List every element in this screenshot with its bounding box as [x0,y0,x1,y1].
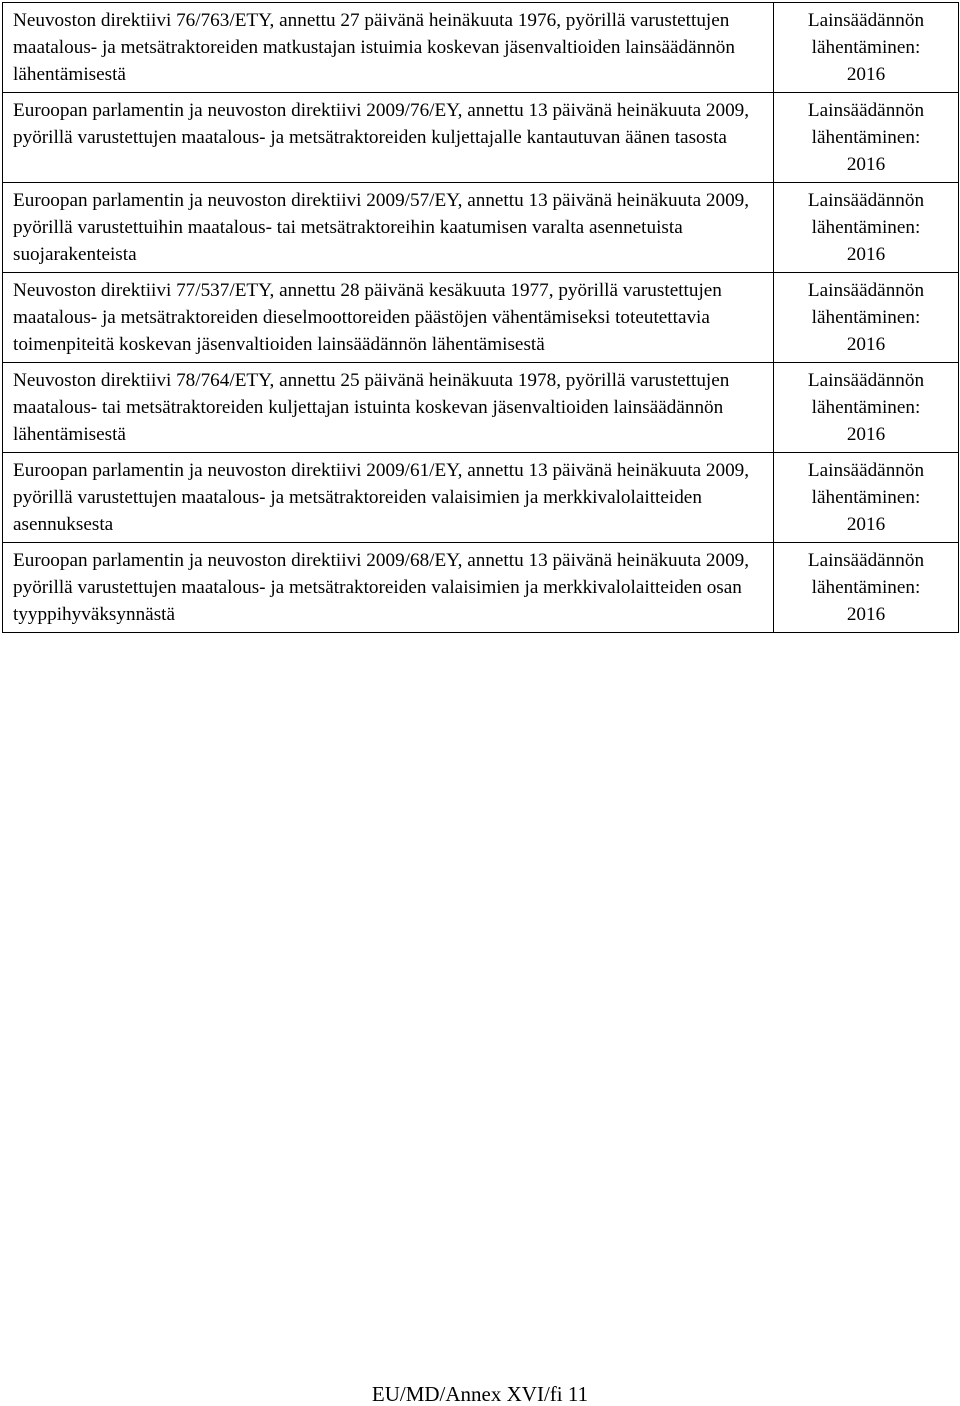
directive-description: Euroopan parlamentin ja neuvoston direktiivi 2009/57/EY, annettu 13 päivänä heinäkuuta 2009, pyörillä varustettuihin maatalous- tai metsätraktoreihin kaatumisen varalta asennetuista suojarakenteista [3,183,774,273]
status-year: 2016 [846,244,886,265]
directives-table [2,2,959,633]
status-year: 2016 [846,424,886,445]
status-year: 2016 [846,514,886,535]
table-row [3,3,959,93]
status-line: Lainsäädännön [807,460,925,481]
directive-status [774,543,959,633]
table-row [3,93,959,183]
directive-description: Neuvoston direktiivi 76/763/ETY, annettu 27 päivänä heinäkuuta 1976, pyörillä varustettujen maatalous- ja metsätraktoreiden matkustajan istuimia koskevan jäsenvaltioiden lainsäädännön lähentämisestä [3,3,774,93]
directive-status [774,3,959,93]
table-row [3,453,959,543]
status-line: lähentäminen: [811,37,921,58]
directive-description: Euroopan parlamentin ja neuvoston direktiivi 2009/76/EY, annettu 13 päivänä heinäkuuta 2009, pyörillä varustettujen maatalous- ja metsätraktoreiden kuljettajalle kantautuvan äänen tasosta [3,93,774,183]
table-row [3,183,959,273]
status-line: Lainsäädännön [807,550,925,571]
status-line: Lainsäädännön [807,370,925,391]
status-line: lähentäminen: [811,397,921,418]
status-line: Lainsäädännön [807,100,925,121]
table-row [3,363,959,453]
status-year: 2016 [846,64,886,85]
status-year: 2016 [846,154,886,175]
directive-status [774,183,959,273]
status-line: lähentäminen: [811,487,921,508]
table-row [3,543,959,633]
directive-status [774,363,959,453]
status-line: Lainsäädännön [807,10,925,31]
status-year: 2016 [846,604,886,625]
status-year: 2016 [846,334,886,355]
status-line: lähentäminen: [811,217,921,238]
page-footer: EU/MD/Annex XVI/fi 11 [371,1382,589,1406]
directive-description: Euroopan parlamentin ja neuvoston direktiivi 2009/61/EY, annettu 13 päivänä heinäkuuta 2009, pyörillä varustettujen maatalous- ja metsätraktoreiden valaisimien ja merkkivalolaitteiden asennuksesta [3,453,774,543]
status-line: Lainsäädännön [807,190,925,211]
directive-description: Euroopan parlamentin ja neuvoston direktiivi 2009/68/EY, annettu 13 päivänä heinäkuuta 2009, pyörillä varustettujen maatalous- ja metsätraktoreiden valaisimien ja merkkivalolaitteiden osan tyyppihyväksynnästä [3,543,774,633]
status-line: lähentäminen: [811,577,921,598]
table-row [3,273,959,363]
directive-status [774,273,959,363]
status-line: lähentäminen: [811,307,921,328]
directives-table-body [3,3,959,633]
status-line: Lainsäädännön [807,280,925,301]
directive-description: Neuvoston direktiivi 77/537/ETY, annettu 28 päivänä kesäkuuta 1977, pyörillä varustettujen maatalous- ja metsätraktoreiden dieselmoottoreiden päästöjen vähentämiseksi toteutettavia toimenpiteitä koskevan jäsenvaltioiden lainsäädännön lähentämisestä [3,273,774,363]
directive-description: Neuvoston direktiivi 78/764/ETY, annettu 25 päivänä heinäkuuta 1978, pyörillä varustettujen maatalous- tai metsätraktoreiden kuljettajan istuinta koskevan jäsenvaltioiden lainsäädännön lähentämisestä [3,363,774,453]
status-line: lähentäminen: [811,127,921,148]
directive-status [774,93,959,183]
directive-status [774,453,959,543]
